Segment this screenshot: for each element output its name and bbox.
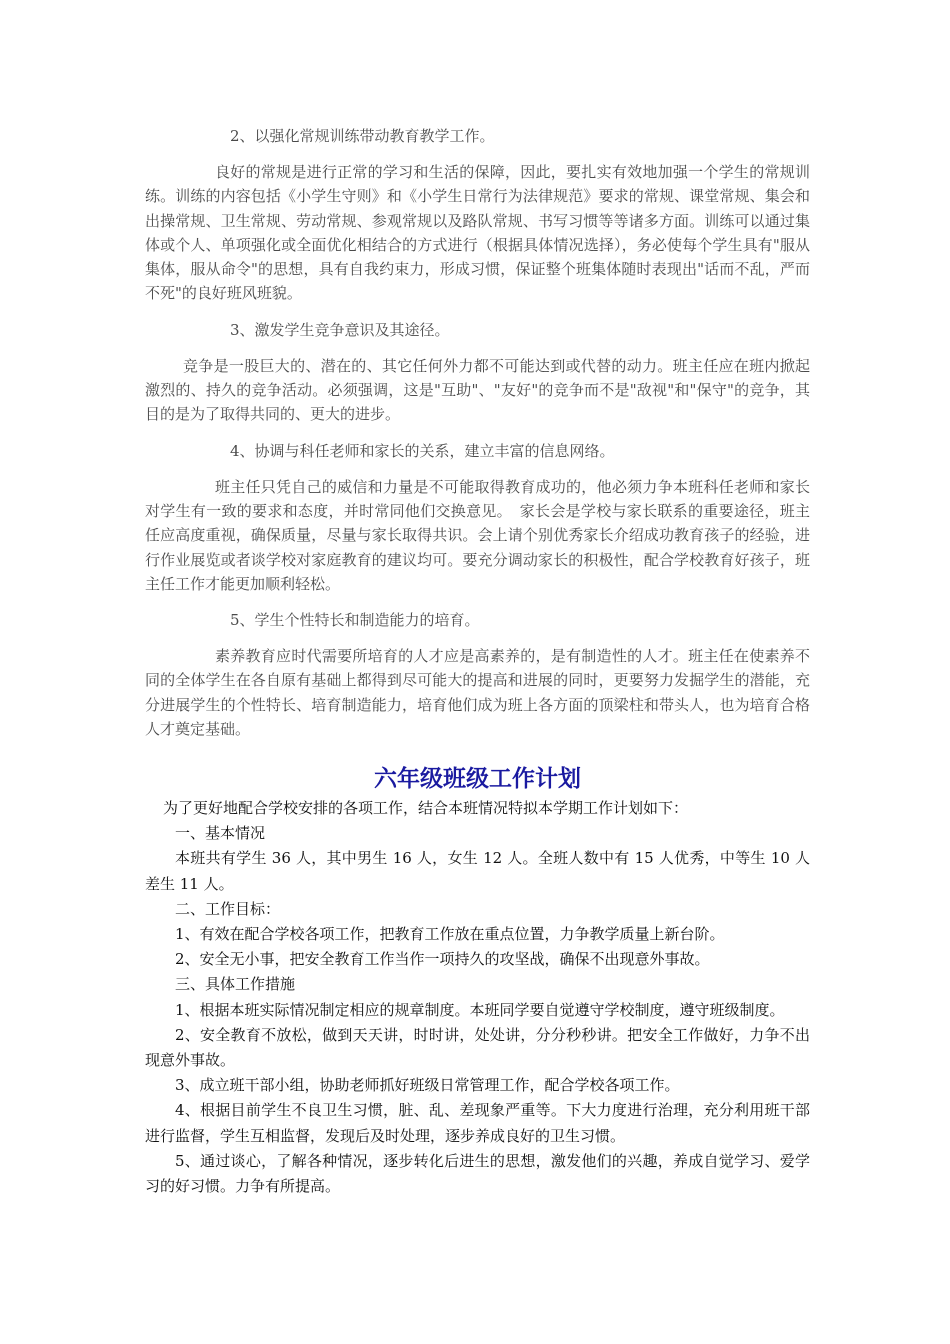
measure-item-4: 4、根据目前学生不良卫生习惯，脏、乱、差现象严重等。下大力度进行治理，充分利用班干部进行监督，学生互相监督，发现后及时处理，逐步养成良好的卫生习惯。 xyxy=(145,1101,810,1145)
section-basic-text: 本班共有学生 36 人，其中男生 16 人，女生 12 人。全班人数中有 15 人优秀，中等生 10 人差生 11 人。 xyxy=(145,849,810,893)
paragraph-teachers-parents: 班主任只凭自己的威信和力量是不可能取得教育成功的，他必须力争本班科任老师和家长对学生有一致的要求和态度，并时常同他们交换意见。 家长会是学校与家长联系的重要途径，班主任应高度重视，确保质量，尽量与家长取得共识。会上请个别优秀家长介绍成功教育孩子的经验，进行作业展览或者谈学校对家庭教育的建议均可。要充分调动家长的积极性，配合学校教育好孩子，班主任工作才能更加顺利轻松。 xyxy=(145,477,810,593)
paragraph-routine-training: 良好的常规是进行正常的学习和生活的保障，因此，要扎实有效地加强一个学生的常规训练。训练的内容包括《小学生守则》和《小学生日常行为法律规范》要求的常规、课堂常规、集会和出操常规、卫生常规、劳动常规、参观常规以及路队常规、书写习惯等等诸多方面。训练可以通过集体或个人、单项强化或全面优化相结合的方式进行（根据具体情况选择），务必使每个学生具有"服从集体，服从命令"的思想，具有自我约束力，形成习惯，保证整个班集体随时表现出"话而不乱，严而不死"的良好班风班貌。 xyxy=(145,163,810,303)
measure-item-2: 2、安全教育不放松，做到天天讲，时时讲，处处讲，分分秒秒讲。把安全工作做好，力争不出现意外事故。 xyxy=(145,1025,810,1070)
paragraph-creativity: 素养教育应时代需要所培育的人才应是高素养的，是有制造性的人才。班主任在使素养不同的全体学生在各自原有基础上都得到尽可能大的提高和进展的同时，更要努力发掘学生的潜能，充分进展学生的个性特长、培育制造能力，培育他们成为班上各方面的顶梁柱和带头人，也为培育合格人才奠定基础。 xyxy=(145,647,810,739)
goal-item-1: 1、有效在配合学校各项工作，把教育工作放在重点位置，力争教学质量上新台阶。 xyxy=(175,925,725,944)
paragraph-competition: 竞争是一股巨大的、潜在的、其它任何外力都不可能达到或代替的动力。班主任应在班内掀起激烈的、持久的竞争活动。必须强调，这是"互助"、"友好"的竞争而不是"敌视"和"保守"的竞争，其目的是为了取得共同的、更大的进步。 xyxy=(145,356,810,424)
goal-item-2: 2、安全无小事，把安全教育工作当作一项持久的攻坚战，确保不出现意外事故。 xyxy=(175,950,710,969)
section-measures-heading: 三、具体工作措施 xyxy=(175,975,296,994)
section-goals-heading: 二、工作目标： xyxy=(175,899,281,918)
heading-item-2: 2、以强化常规训练带动教育教学工作。 xyxy=(230,127,495,145)
plan-intro: 为了更好地配合学校安排的各项工作，结合本班情况特拟本学期工作计划如下： xyxy=(163,799,689,817)
plan-body xyxy=(145,796,810,1199)
heading-item-5: 5、学生个性特长和制造能力的培育。 xyxy=(230,611,480,630)
previous-section xyxy=(145,124,810,753)
measure-item-3: 3、成立班干部小组，协助老师抓好班级日常管理工作，配合学校各项工作。 xyxy=(175,1076,680,1095)
heading-item-3: 3、激发学生竞争意识及其途径。 xyxy=(230,320,450,339)
plan-title: 六年级班级工作计划 xyxy=(374,766,581,792)
measure-item-1: 1、根据本班实际情况制定相应的规章制度。本班同学要自觉遵守学校制度，遵守班级制度。 xyxy=(175,1000,785,1019)
section-basic-heading: 一、基本情况 xyxy=(175,824,266,843)
measure-item-5: 5、通过谈心，了解各种情况，逐步转化后进生的思想，激发他们的兴趣，养成自觉学习、爱学习的好习惯。力争有所提高。 xyxy=(145,1151,810,1196)
heading-item-4: 4、协调与科任老师和家长的关系，建立丰富的信息网络。 xyxy=(230,441,615,460)
